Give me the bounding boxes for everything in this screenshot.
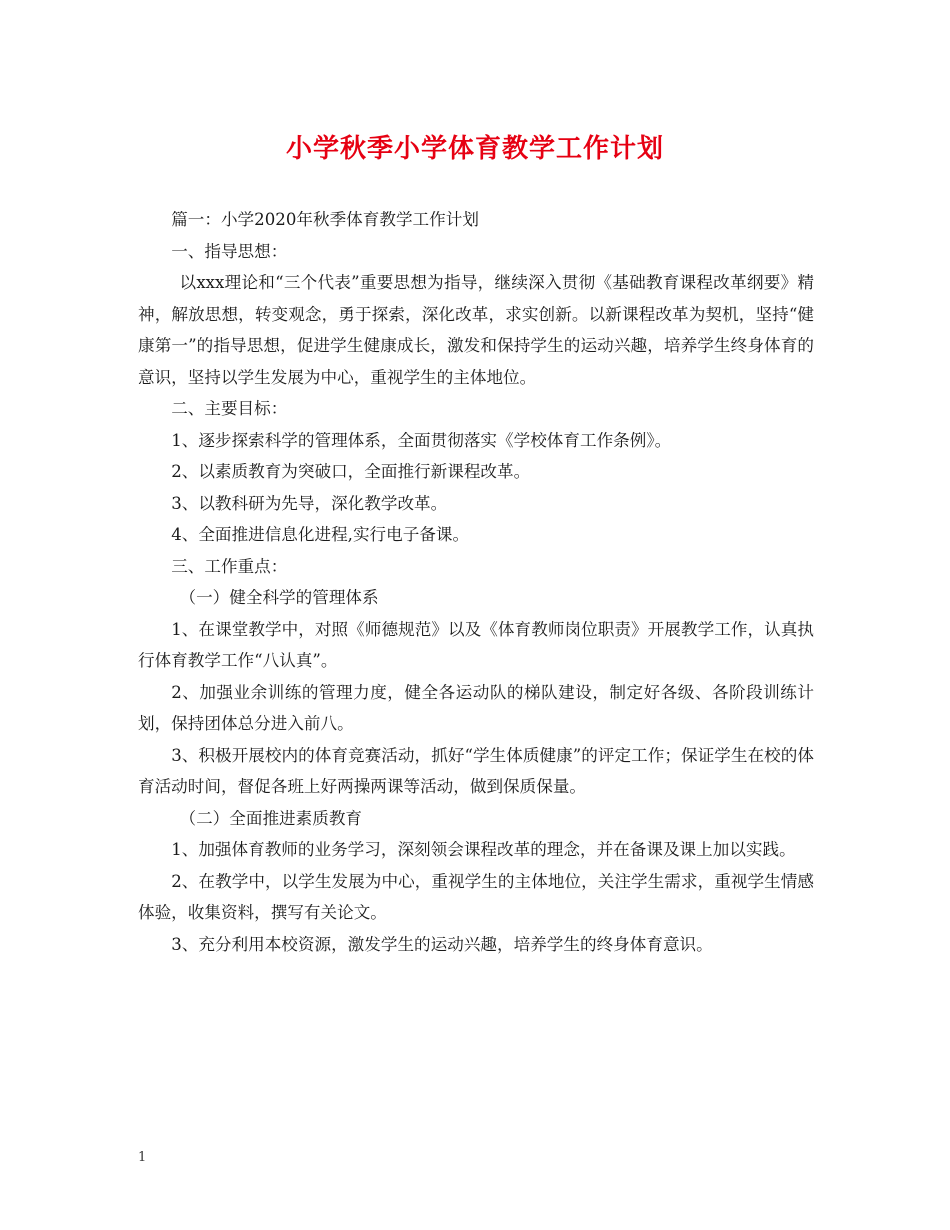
- paragraph: 二、主要目标：: [171, 399, 288, 418]
- paragraph: 3、充分利用本校资源，激发学生的运动兴趣，培养学生的终身体育意识。: [171, 934, 713, 954]
- paragraph: 1、在课堂教学中，对照《师德规范》以及《体育教师岗位职责》开展教学工作，认真执行体育教学工作“八认真”。: [138, 619, 814, 670]
- paragraph: 2、加强业余训练的管理力度，健全各运动队的梯队建设，制定好各级、各阶段训练计划，保持团体总分进入前八。: [138, 682, 814, 733]
- paragraph: 3、积极开展校内的体育竞赛活动，抓好“学生体质健康”的评定工作；保证学生在校的体育活动时间，督促各班上好两操两课等活动，做到保质保量。: [138, 745, 814, 796]
- paragraph: 1、加强体育教师的业务学习，深刻领会课程改革的理念，并在备课及课上加以实践。: [171, 840, 796, 859]
- paragraph: 1、逐步探索科学的管理体系，全面贯彻落实《学校体育工作条例》。: [171, 430, 672, 450]
- paragraph: 以xxx理论和“三个代表”重要思想为指导，继续深入贯彻《基础教育课程改革纲要》精神，解放思想，转变观念，勇于探索，深化改革，求实创新。以新课程改革为契机，坚持“健康第一”的指导思想，促进学生健康成长，激发和保持学生的运动兴趣，培养学生终身体育的意识，坚持以学生发展为中心，重视学生的主体地位。: [138, 273, 814, 387]
- paragraph: 一、指导思想：: [171, 241, 288, 261]
- page-number: 1: [138, 1150, 147, 1165]
- paragraph: 3、以教科研为先导，深化教学改革。: [171, 493, 448, 513]
- document-title: 小学秋季小学体育教学工作计划: [285, 134, 664, 164]
- paragraph: （一）健全科学的管理体系: [179, 588, 379, 607]
- paragraph: （二）全面推进素质教育: [179, 808, 363, 828]
- paragraph: 三、工作重点：: [171, 556, 288, 576]
- paragraph: 篇一：小学2020年秋季体育教学工作计划: [171, 210, 479, 229]
- paragraph: 2、以素质教育为突破口，全面推行新课程改革。: [171, 462, 531, 481]
- paragraph: 4、全面推进信息化进程,实行电子备课。: [171, 525, 470, 544]
- document-body: [138, 204, 814, 960]
- paragraph: 2、在教学中，以学生发展为中心，重视学生的主体地位，关注学生需求，重视学生情感体验，收集资料，撰写有关论文。: [138, 871, 814, 922]
